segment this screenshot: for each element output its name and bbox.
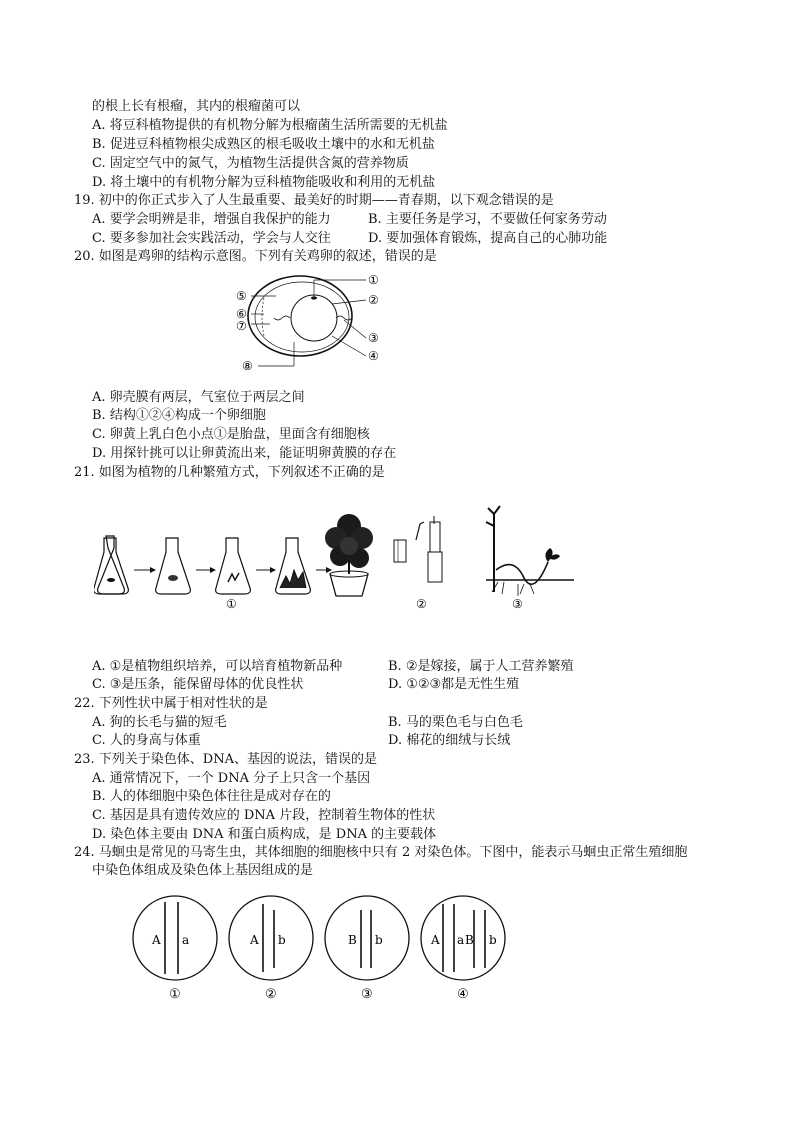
cell-4-gene-4: b (489, 933, 497, 947)
cell-1 (133, 896, 217, 1002)
flask-1 (94, 536, 128, 594)
q19-option-c: C. 要多参加社会实践活动，学会与人交往 (92, 231, 331, 246)
q22-option-a: A. 狗的长毛与猫的短毛 (92, 715, 227, 730)
cell-2-caption: ② (265, 987, 277, 1002)
cell-4-gene-1: A (431, 933, 440, 947)
q24-stem-line1: 24. 马蛔虫是常见的马寄生虫，其体细胞的细胞核中只有 2 对染色体。下图中，能表示马蛔虫正常生殖细胞 (74, 845, 688, 860)
egg-yolk (291, 295, 337, 341)
egg-label-8: ⑧ (242, 359, 253, 373)
q22-option-d: D. 棉花的细绒与长绒 (388, 733, 511, 748)
chromosome-cells-diagram (128, 892, 528, 1004)
cell-1-gene-1: A (152, 933, 161, 947)
egg-label-6: ⑥ (236, 307, 247, 321)
fig21-label-2: ② (416, 597, 427, 611)
layering-illustration (486, 506, 574, 596)
q21-option-a: A. ①是植物组织培养，可以培育植物新品种 (92, 659, 343, 674)
q23-option-a: A. 通常情况下，一个 DNA 分子上只含一个基因 (92, 771, 371, 786)
cell-3-caption: ③ (361, 987, 373, 1002)
q20-stem: 20. 如图是鸡卵的结构示意图。下列有关鸡卵的叙述，错误的是 (74, 249, 437, 264)
q23-stem: 23. 下列关于染色体、DNA、基因的说法，错误的是 (74, 752, 377, 767)
q21-option-b: B. ②是嫁接，属于人工营养繁殖 (388, 659, 574, 674)
cell-2-gene-1: A (250, 933, 259, 947)
q21-option-c: C. ③是压条，能保留母体的优良性状 (92, 677, 304, 692)
flask-3 (216, 538, 251, 594)
q18-stem-cont: 的根上长有根瘤，其内的根瘤菌可以 (92, 99, 301, 114)
grafting-illustration (394, 516, 442, 582)
q21-stem: 21. 如图为植物的几种繁殖方式，下列叙述不正确的是 (74, 465, 385, 480)
q24-stem-line2: 中染色体组成及染色体上基因组成的是 (92, 863, 314, 878)
q18-option-b: B. 促进豆科植物根尖成熟区的根毛吸收土壤中的水和无机盐 (92, 137, 435, 152)
cell-1-gene-2: a (182, 933, 190, 947)
potted-plant (325, 514, 373, 596)
q18-option-d: D. 将土壤中的有机物分解为豆科植物能吸收和利用的无机盐 (92, 175, 436, 190)
q23-option-c: C. 基因是具有遗传效应的 DNA 片段，控制着生物体的性状 (92, 808, 436, 823)
fig21-label-1: ① (226, 597, 237, 611)
cell-4-caption: ④ (457, 987, 469, 1002)
plant-reproduction-diagram (94, 500, 584, 615)
cell-3-gene-1: B (348, 933, 357, 947)
q19-stem: 19. 初中的你正式步入了人生最重要、最美好的时期——青春期，以下观念错误的是 (74, 193, 554, 208)
cell-4-gene-3: B (465, 933, 474, 947)
egg-label-1: ① (368, 273, 379, 287)
q22-option-b: B. 马的栗色毛与白色毛 (388, 715, 523, 730)
q18-option-a: A. 将豆科植物提供的有机物分解为根瘤菌生活所需要的无机盐 (92, 118, 448, 133)
cell-2-gene-2: b (278, 933, 286, 947)
q19-option-a: A. 要学会明辨是非，增强自我保护的能力 (92, 212, 331, 227)
chalaza-left (274, 316, 290, 320)
cell-4-gene-2: a (457, 933, 465, 947)
cell-3 (325, 896, 409, 1002)
q22-stem: 22. 下列性状中属于相对性状的是 (74, 696, 268, 711)
q21-option-d: D. ①②③都是无性生殖 (388, 677, 520, 692)
q23-option-d: D. 染色体主要由 DNA 和蛋白质构成，是 DNA 的主要载体 (92, 827, 437, 842)
egg-label-5: ⑤ (236, 289, 247, 303)
egg-shell (248, 276, 352, 356)
egg-structure-diagram (232, 270, 392, 376)
shell-membrane (255, 282, 349, 352)
cell-1-caption: ① (169, 987, 181, 1002)
q20-option-d: D. 用探针挑可以让卵黄流出来，能证明卵黄膜的存在 (92, 446, 397, 461)
chalaza-right (336, 316, 352, 320)
fig21-label-3: ③ (512, 597, 523, 611)
egg-label-7: ⑦ (236, 319, 247, 333)
cell-3-gene-2: b (375, 933, 383, 947)
q19-option-d: D. 要加强体育锻炼，提高自己的心肺功能 (368, 231, 608, 246)
flask-4 (276, 538, 311, 594)
cell-4 (421, 896, 505, 1002)
air-chamber (262, 298, 264, 336)
q20-option-b: B. 结构①②④构成一个卵细胞 (92, 408, 266, 423)
egg-label-3: ③ (368, 331, 379, 345)
flask-2 (156, 538, 191, 594)
cell-2 (229, 896, 313, 1002)
q20-option-c: C. 卵黄上乳白色小点①是胎盘，里面含有细胞核 (92, 427, 370, 442)
q23-option-b: B. 人的体细胞中染色体往往是成对存在的 (92, 789, 331, 804)
q22-option-c: C. 人的身高与体重 (92, 733, 201, 748)
q19-option-b: B. 主要任务是学习，不要做任何家务劳动 (368, 212, 607, 227)
egg-label-4: ④ (368, 349, 379, 363)
egg-label-2: ② (368, 293, 379, 307)
q18-option-c: C. 固定空气中的氮气，为植物生活提供含氮的营养物质 (92, 156, 409, 171)
q20-option-a: A. 卵壳膜有两层，气室位于两层之间 (92, 390, 305, 405)
